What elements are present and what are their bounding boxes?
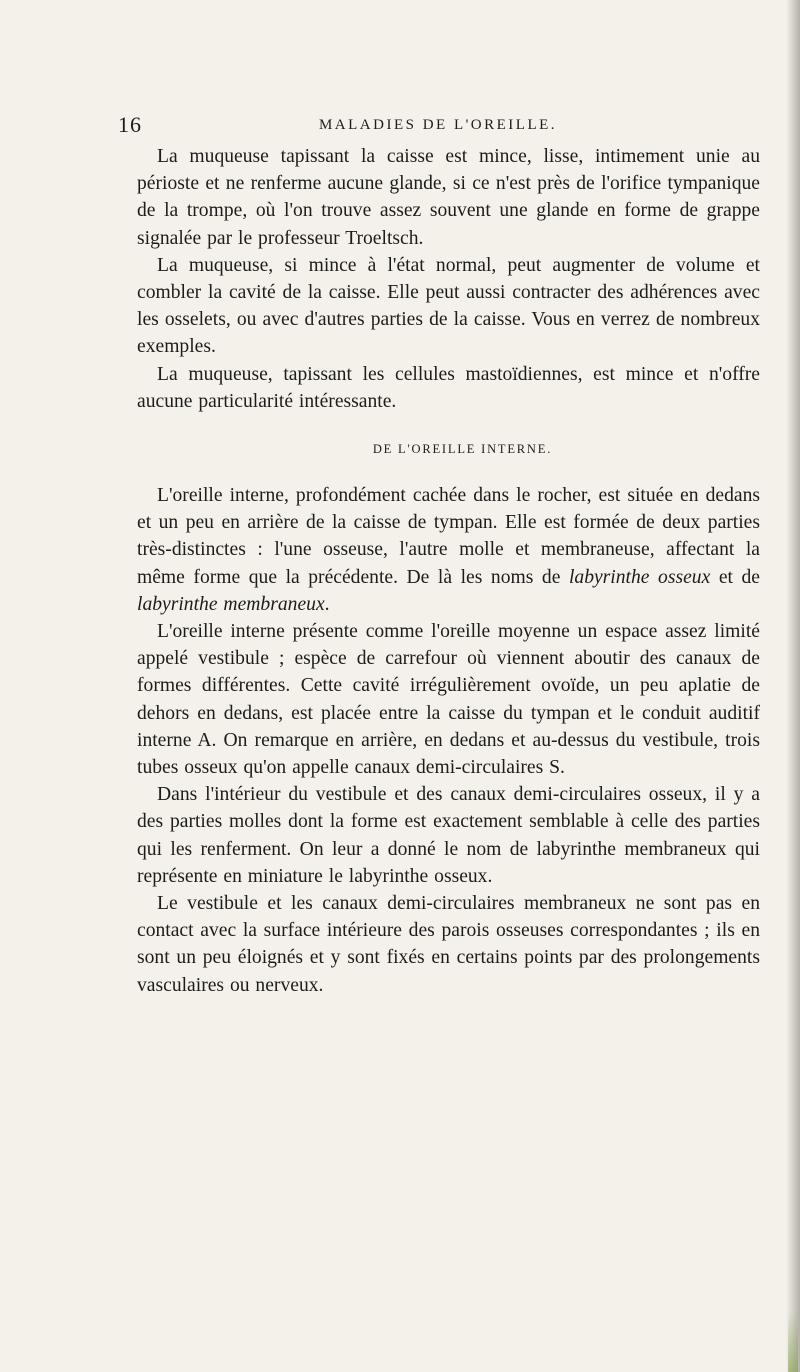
paragraph-labyrinthe-membraneux: Dans l'intérieur du vestibule et des canaux demi-circulaires osseux, il y a des parties molles dont la forme est exactement semblable à celle des parties qui les renferment. On leur a donné le nom de labyrinthe membraneux qui représente en miniature le labyrinthe osseux. (137, 784, 760, 887)
paragraph-canaux-membraneux: Le vestibule et les canaux demi-circulaires membraneux ne sont pas en contact avec la surface intérieure des parois osseuses correspondantes ; ils en sont un peu éloignés et y sont fixés en certains points par des prolongements vasculaires ou nerveux. (137, 893, 760, 996)
italic-term-labyrinthe-membraneux: labyrinthe membraneux (137, 593, 325, 615)
italic-term-labyrinthe-osseux: labyrinthe osseux (568, 566, 711, 588)
paragraph-oreille-interne (137, 482, 760, 618)
paragraph-text: et de (710, 566, 760, 588)
paragraph-text: L'oreille interne, profondément cachée dans le rocher, est située en dedans et un peu en arrière de la caisse de tympan. Elle est formée de deux parties très-distinctes : l'une osseuse, l'autre molle et membraneuse, affectant la même forme que la précédente. De là les noms de (137, 485, 760, 588)
section-heading: DE L'OREILLE INTERNE. (372, 442, 553, 457)
page-corner-mark (788, 1312, 798, 1372)
body-text (137, 143, 760, 999)
paragraph-muqueuse-caisse: La muqueuse tapissant la caisse est mince, lisse, intimement unie au périoste et ne renferme aucune glande, si ce n'est près de l'orifice tympanique de la trompe, où l'on trouve assez souvent une glande en forme de grappe signalée par le professeur Troeltsch. (137, 146, 760, 249)
paragraph-muqueuse-volume: La muqueuse, si mince à l'état normal, peut augmenter de volume et combler la cavité de la caisse. Elle peut aussi contracter des adhérences avec les osselets, ou avec d'autres parties de la caisse. Vous en verrez de nombreux exemples. (137, 254, 760, 358)
page-header (118, 112, 758, 138)
page-edge-shadow (786, 0, 800, 1372)
paragraph-muqueuse-mastoidiennes: La muqueuse, tapissant les cellules mastoïdiennes, est mince et n'offre aucune particularité intéressante. (137, 363, 760, 412)
page-number: 16 (118, 112, 142, 137)
paragraph-vestibule: L'oreille interne présente comme l'oreille moyenne un espace assez limité appelé vestibule ; espèce de carrefour où viennent aboutir des canaux de formes différentes. Cette cavité irrégulièrement ovoïde, un peu aplatie de dehors en dedans, est placée entre la caisse du tympan et le conduit auditif interne A. On remarque en arrière, en dedans et au-dessus du vestibule, trois tubes osseux qu'on appelle canaux demi-circulaires S. (137, 621, 760, 779)
paragraph-text: . (324, 593, 330, 615)
running-title: MALADIES DE L'OREILLE. (318, 117, 558, 133)
